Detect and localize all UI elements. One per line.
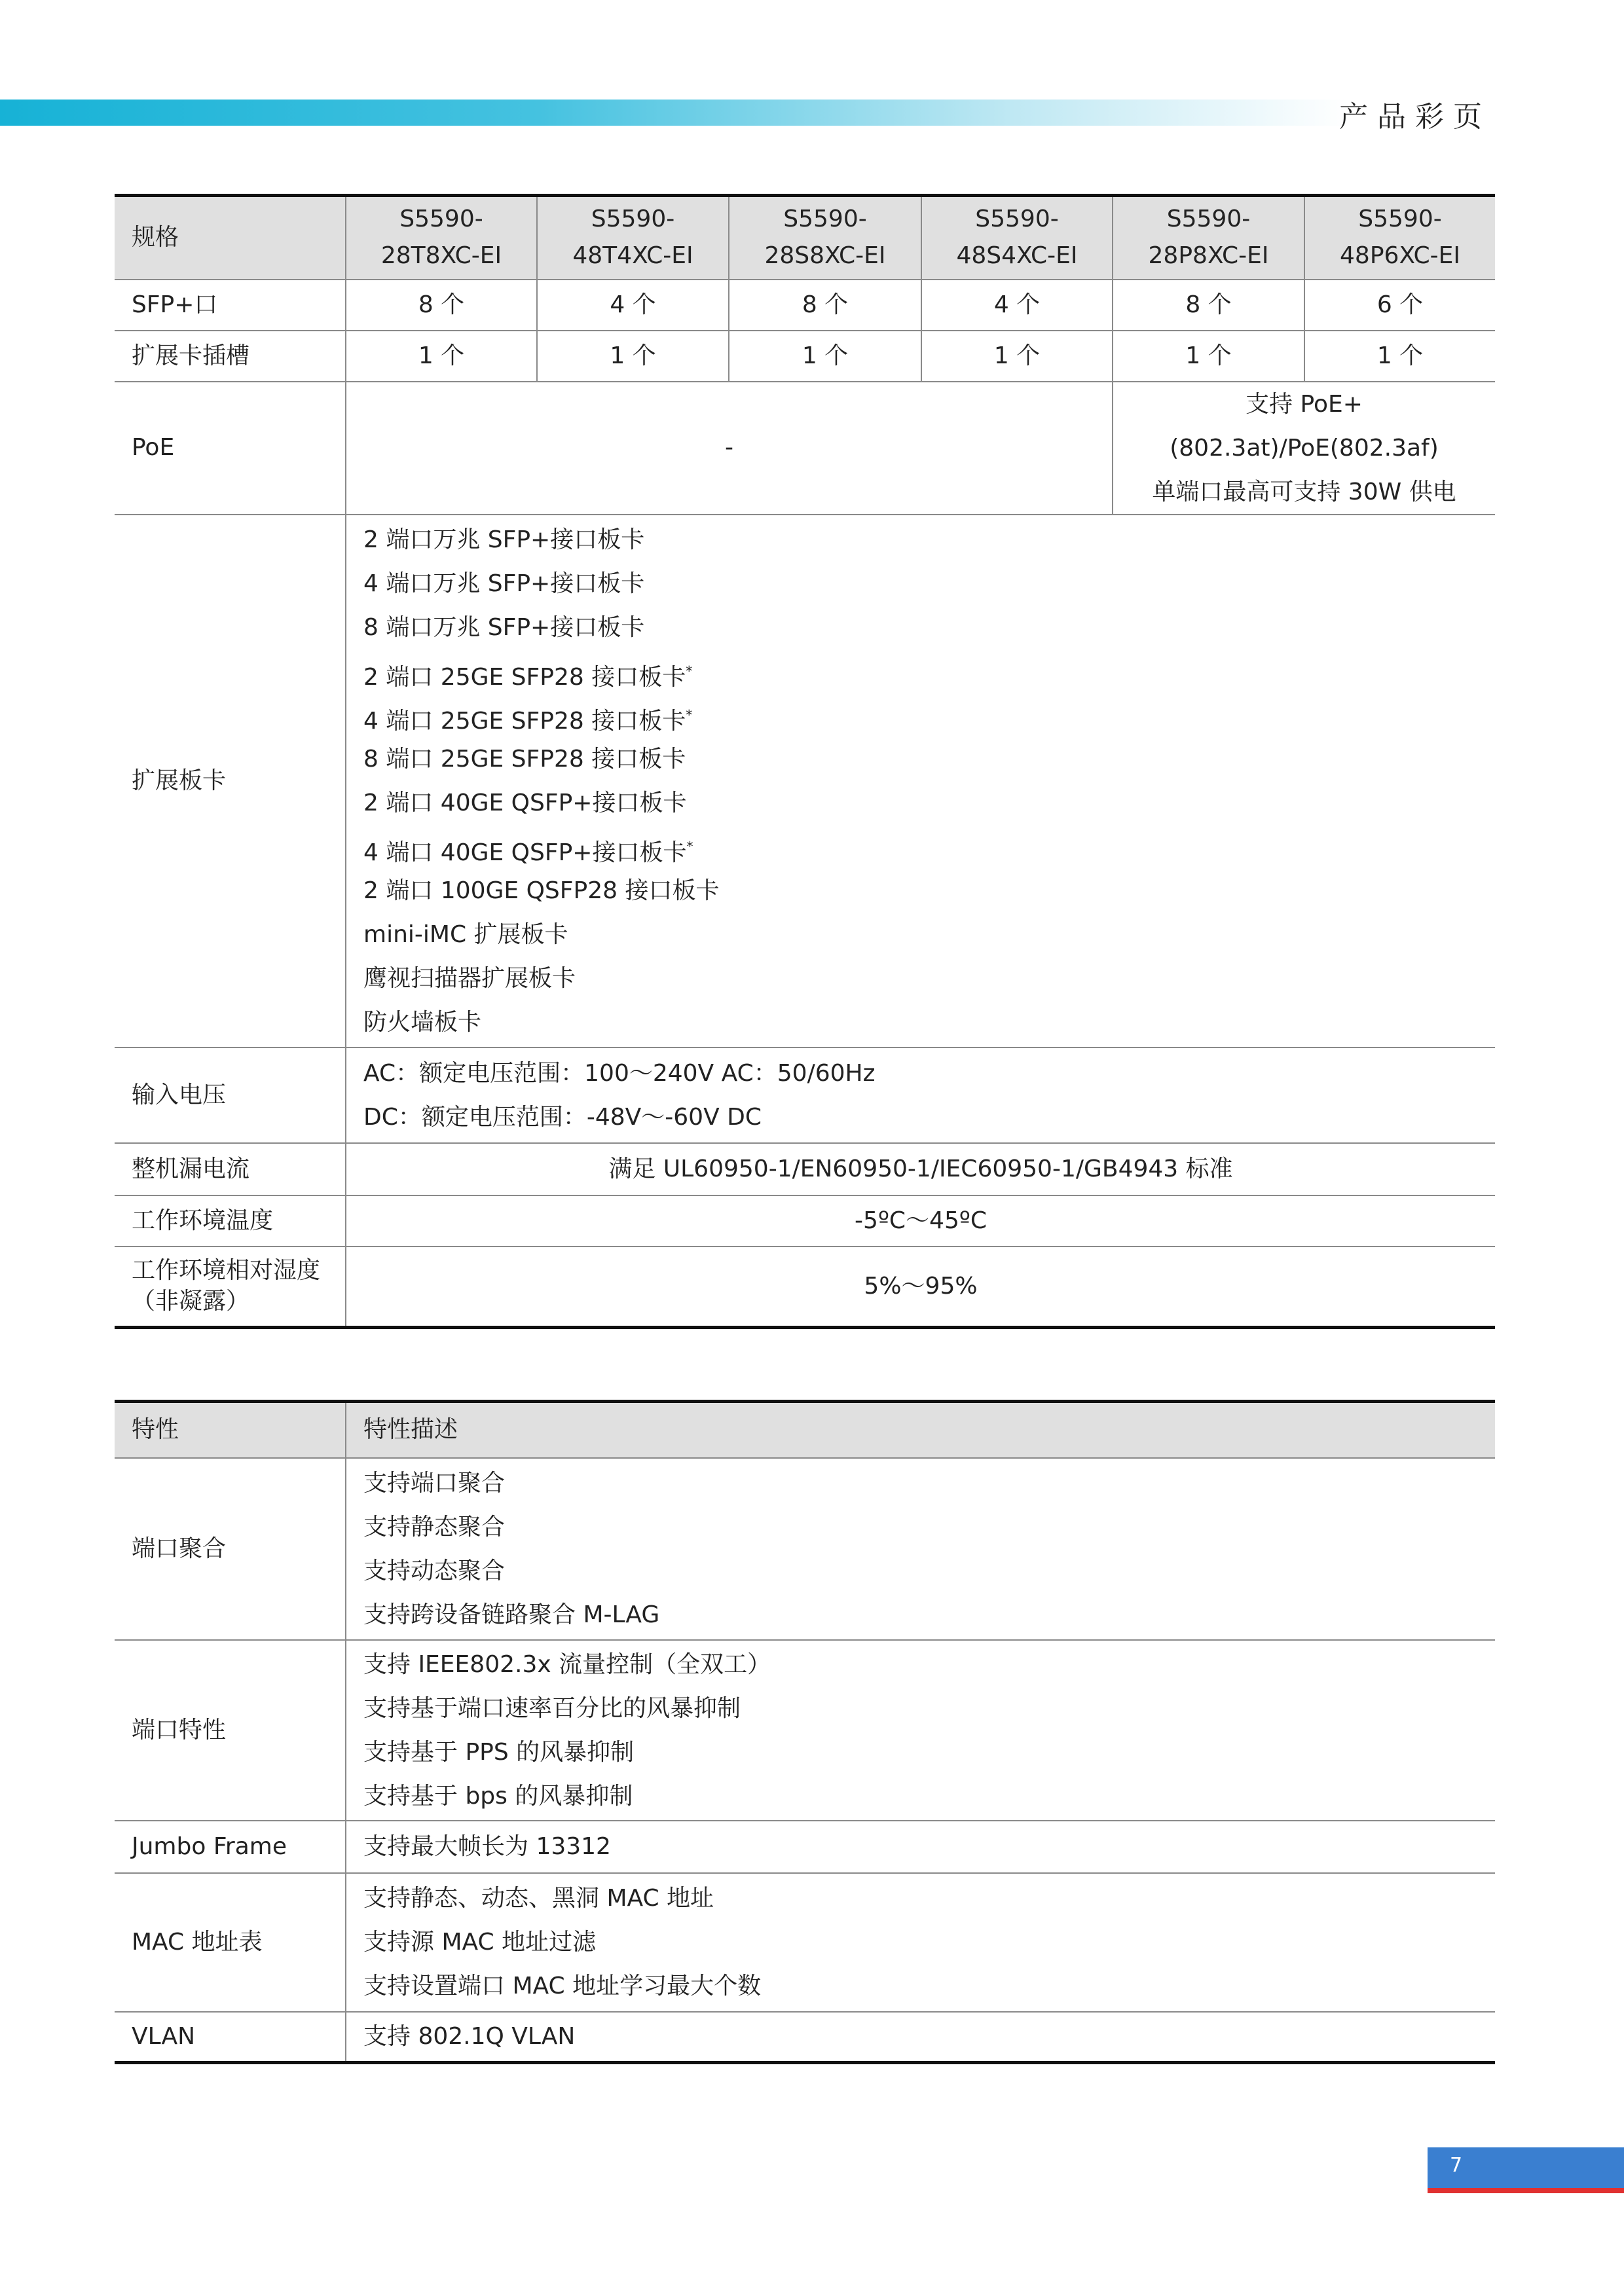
list-item: 支持基于 PPS 的风暴抑制 [363,1738,635,1766]
footnote-star: * [686,706,693,723]
feature-header-row [115,1402,1495,1458]
table-cell [346,1873,1495,2012]
feature-header-col2: 特性描述 [346,1402,1495,1458]
table-cell: 满足 UL60950-1/EN60950-1/IEC60950-1/GB4943 标准 [346,1143,1495,1195]
table-cell: 8 个 [729,280,921,331]
feature-table [115,1400,1495,2064]
list-item: 4 端口万兆 SFP+接口板卡 [363,570,645,597]
model-header: S5590- 48T4XC-EI [537,196,729,280]
model-header: S5590- 28T8XC-EI [346,196,537,280]
table-row [115,280,1495,331]
table-cell: 支持最大帧长为 13312 [346,1821,1495,1873]
row-label: 扩展卡插槽 [115,331,346,382]
row-label: 工作环境相对湿度 （非凝露） [115,1247,346,1328]
row-label: 端口聚合 [115,1458,346,1640]
list-item: 8 端口万兆 SFP+接口板卡 [363,613,645,641]
table-row [115,1821,1495,1873]
table-row [115,2012,1495,2063]
list-item: 防火墙板卡 [363,1008,482,1036]
row-label: 扩展板卡 [115,515,346,1048]
table-row [115,1143,1495,1195]
model-header: S5590- 48P6XC-EI [1304,196,1495,280]
list-item: 支持基于 bps 的风暴抑制 [363,1782,633,1810]
table-cell: 8 个 [346,280,537,331]
table-cell [346,1640,1495,1821]
table-cell: -5ºC～45ºC [346,1195,1495,1247]
feature-header-col1: 特性 [115,1402,346,1458]
list-item: 支持源 MAC 地址过滤 [363,1929,597,1956]
list-item: mini-iMC 扩展板卡 [363,920,568,948]
table-row [115,1458,1495,1640]
row-label: 工作环境温度 [115,1195,346,1247]
page-number-underline [1428,2188,1624,2193]
list-item: 支持基于端口速率百分比的风暴抑制 [363,1694,741,1722]
table-cell: 1 个 [729,331,921,382]
table-row [115,1247,1495,1328]
list-item: 支持设置端口 MAC 地址学习最大个数 [363,1973,762,1999]
list-item: 支持跨设备链路聚合 M-LAG [363,1601,660,1628]
list-item: 支持 IEEE802.3x 流量控制（全双工） [363,1650,771,1678]
header-accent-bar [0,100,1349,126]
spec-header-label: 规格 [115,196,346,280]
row-label: Jumbo Frame [115,1821,346,1873]
list-item: 2 端口 25GE SFP28 接口板卡* [363,663,693,691]
table-cell: 6 个 [1304,280,1495,331]
list-item: 支持静态、动态、黑洞 MAC 地址 [363,1885,714,1912]
table-cell [346,1048,1495,1143]
table-row [115,515,1495,1048]
list-item: 2 端口 100GE QSFP28 接口板卡 [363,877,720,904]
table-cell: 4 个 [537,280,729,331]
row-label: MAC 地址表 [115,1873,346,2012]
row-label: SFP+口 [115,280,346,331]
list-item: 2 端口 40GE QSFP+接口板卡 [363,789,687,816]
row-label: VLAN [115,2012,346,2063]
list-item: 4 端口 40GE QSFP+接口板卡* [363,838,693,866]
row-label: PoE [115,382,346,515]
model-header: S5590- 28S8XC-EI [729,196,921,280]
list-item: 4 端口 25GE SFP28 接口板卡* [363,706,693,735]
table-cell [346,1458,1495,1640]
spec-header-row [115,196,1495,280]
table-row [115,1048,1495,1143]
list-item: 支持动态聚合 [363,1557,506,1584]
table-cell: 8 个 [1113,280,1304,331]
row-label: 整机漏电流 [115,1143,346,1195]
list-item: AC：额定电压范围：100～240V AC：50/60Hz [363,1059,876,1087]
list-item: 支持端口聚合 [363,1469,506,1497]
table-cell: 支持 802.1Q VLAN [346,2012,1495,2063]
footnote-star: * [686,838,693,854]
table-row [115,331,1495,382]
table-cell: 4 个 [921,280,1113,331]
table-row [115,1873,1495,2012]
table-row [115,1640,1495,1821]
table-row [115,1195,1495,1247]
table-cell: 1 个 [346,331,537,382]
table-row [115,382,1495,515]
footnote-star: * [686,663,693,679]
model-header: S5590- 28P8XC-EI [1113,196,1304,280]
list-item: 2 端口万兆 SFP+接口板卡 [363,526,645,553]
page-header-title: 产品彩页 [1339,100,1491,134]
table-cell: - [346,382,1113,515]
row-label: 输入电压 [115,1048,346,1143]
list-item: 支持静态聚合 [363,1513,506,1540]
spec-table [115,194,1495,1329]
row-label: 端口特性 [115,1640,346,1821]
table-cell: 支持 PoE+(802.3at)/PoE(802.3af) 单端口最高可支持 30W 供电 [1113,382,1495,515]
table-cell: 1 个 [1304,331,1495,382]
table-cell [346,515,1495,1048]
list-item: 鹰视扫描器扩展板卡 [363,964,576,992]
table-cell: 1 个 [1113,331,1304,382]
table-cell: 1 个 [921,331,1113,382]
list-item: DC：额定电压范围：-48V～-60V DC [363,1103,762,1131]
table-cell: 1 个 [537,331,729,382]
table-cell: 5%～95% [346,1247,1495,1328]
page-number: 7 [1450,2154,1463,2177]
list-item: 8 端口 25GE SFP28 接口板卡 [363,745,686,773]
model-header: S5590- 48S4XC-EI [921,196,1113,280]
